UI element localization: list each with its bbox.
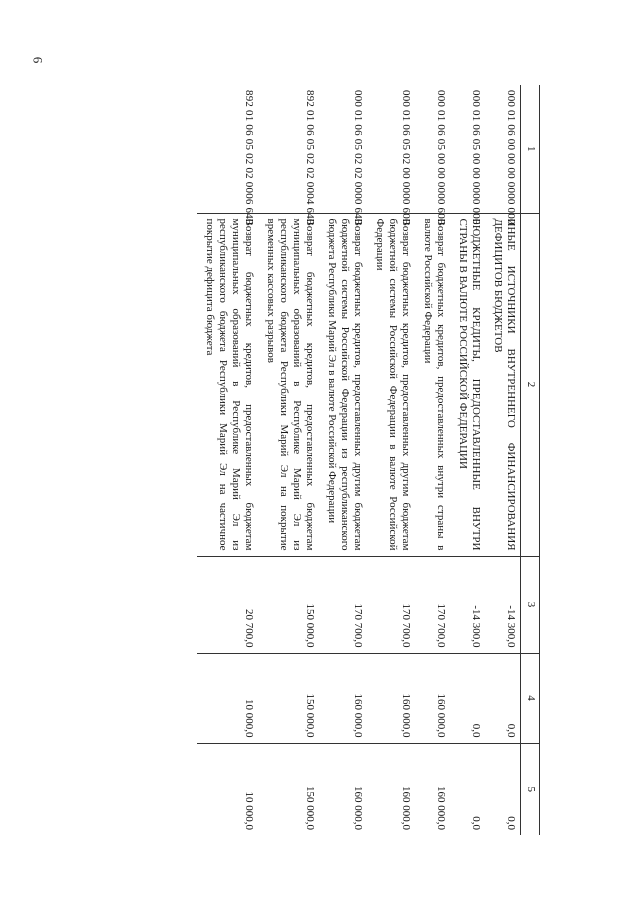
value-col5-cell: 10 000,0 [243, 791, 255, 830]
value-col5-cell: 0,0 [505, 816, 517, 830]
source-name-cell: ИНЫЕ ИСТОЧНИКИ ВНУТРЕННЕГО ФИНАНСИРОВАНИЯ ДЕФИЦИТОВ БЮДЖЕТОВ [485, 213, 521, 556]
table-row [415, 85, 450, 835]
value-col4-cell: 0,0 [450, 653, 485, 743]
value-col3-cell: -14 300,0 [485, 556, 521, 653]
value-col5-cell: 160 000,0 [435, 786, 447, 830]
source-name-cell: Возврат бюджетных кредитов, предоставленных внутри страны в валюте Российской Федерации [415, 213, 450, 556]
header-row [521, 85, 540, 835]
table-row [258, 85, 319, 835]
column-header: 4 [521, 653, 540, 743]
table-row [197, 85, 258, 835]
value-col4-cell: 0,0 [485, 653, 521, 743]
table-row [450, 85, 485, 835]
value-col3-cell: 170 700,0 [415, 556, 450, 653]
budget-code-cell: 892 01 06 05 02 02 0006 640 [197, 85, 258, 213]
table-body [197, 85, 521, 835]
value-col4-cell: 160 000,0 [319, 653, 367, 743]
budget-code-cell: 000 01 06 05 02 02 0000 640 [319, 85, 367, 213]
budget-code-cell: 000 01 06 05 00 00 0000 000 [450, 85, 485, 213]
column-header: 5 [521, 743, 540, 835]
table-row [367, 85, 415, 835]
value-col4-cell: 10 000,0 [197, 653, 258, 743]
source-name-cell: БЮДЖЕТНЫЕ КРЕДИТЫ, ПРЕДОСТАВЛЕННЫЕ ВНУТРИ СТРАНЫ В ВАЛЮТЕ РОССИЙСКОЙ ФЕДЕРАЦИИ [450, 213, 485, 556]
value-col5-cell: 0,0 [470, 816, 482, 830]
rotated-sheet [100, 85, 540, 835]
value-col5-cell: 150 000,0 [304, 786, 316, 830]
source-name-cell: Возврат бюджетных кредитов, предоставленных бюджетам муниципальных образований в Республике Марий Эл из республиканского бюджета Республики Марий Эл на покрытие временных кассовых разрывов [258, 213, 319, 556]
column-header: 1 [521, 85, 540, 213]
value-col4-cell: 150 000,0 [258, 653, 319, 743]
value-col5-cell: 160 000,0 [400, 786, 412, 830]
column-header: 3 [521, 556, 540, 653]
sources-table [197, 85, 540, 835]
budget-code-cell: 000 01 06 00 00 00 0000 000 [485, 85, 521, 213]
value-col4-cell: 160 000,0 [415, 653, 450, 743]
value-col3-cell: 170 700,0 [367, 556, 415, 653]
value-col4-cell: 160 000,0 [367, 653, 415, 743]
source-name-cell: Возврат бюджетных кредитов, предоставленных другим бюджетам бюджетной системы Российской Федерации из республиканского бюджета Республики Марий Эл в валюте Российской Федерации [319, 213, 367, 556]
table-row [485, 85, 521, 835]
value-col3-cell: 150 000,0 [258, 556, 319, 653]
source-name-cell: Возврат бюджетных кредитов, предоставленных другим бюджетам бюджетной системы Российской Федерации в валюте Российской Федерации [367, 213, 415, 556]
value-col3-cell: 170 700,0 [319, 556, 367, 653]
value-col3-cell: 20 700,0 [197, 556, 258, 653]
page-number: 6 [30, 56, 46, 64]
column-header: 2 [521, 213, 540, 556]
budget-code-cell: 000 01 06 05 00 00 0000 600 [415, 85, 450, 213]
budget-code-cell: 892 01 06 05 02 02 0004 640 [258, 85, 319, 213]
table-row [319, 85, 367, 835]
budget-code-cell: 000 01 06 05 02 00 0000 600 [367, 85, 415, 213]
value-col5-cell: 160 000,0 [352, 786, 364, 830]
source-name-cell: Возврат бюджетных кредитов, предоставленных бюджетам муниципальных образований в Республике Марий Эл из республиканского бюджета Республики Марий Эл на частичное покрытие дефицита бюджета [197, 213, 258, 556]
value-col3-cell: -14 300,0 [450, 556, 485, 653]
